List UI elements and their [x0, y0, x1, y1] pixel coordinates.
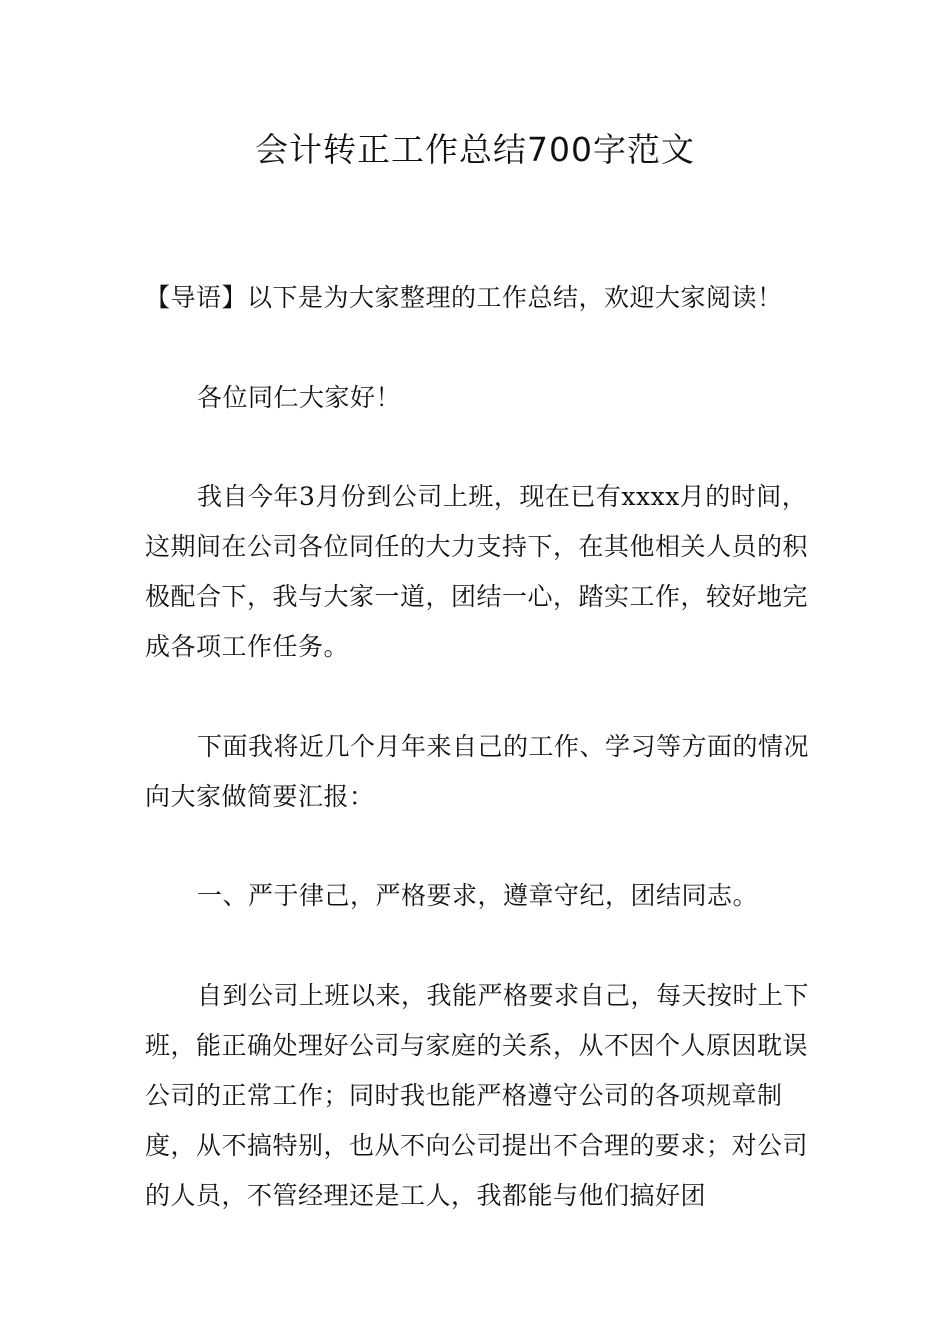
document-title: 会计转正工作总结700字范文 — [255, 130, 695, 169]
intro-paragraph: 【导语】以下是为大家整理的工作总结，欢迎大家阅读！ — [145, 283, 783, 312]
body-paragraph-3: 自到公司上班以来，我能严格要求自己，每天按时上下班，能正确处理好公司与家庭的关系，从不因个人原因耽误公司的正常工作；同时我也能严格遵守公司的各项规章制度，从不搞特别，也从不向公司提出不合理的要求；对公司的人员，不管经理还是工人，我都能与他们搞好团 — [145, 981, 810, 1210]
body-paragraph-2: 下面我将近几个月年来自己的工作、学习等方面的情况向大家做简要汇报： — [145, 732, 810, 811]
greeting-paragraph: 各位同仁大家好！ — [197, 383, 402, 412]
body-paragraph-1: 我自今年3月份到公司上班，现在已有xxxx月的时间，这期间在公司各位同任的大力支持下，在其他相关人员的积极配合下，我与大家一道，团结一心，踏实工作，较好地完成各项工作任务。 — [145, 482, 809, 661]
section-heading-1: 一、严于律己，严格要求，遵章守纪，团结同志。 — [197, 881, 759, 910]
